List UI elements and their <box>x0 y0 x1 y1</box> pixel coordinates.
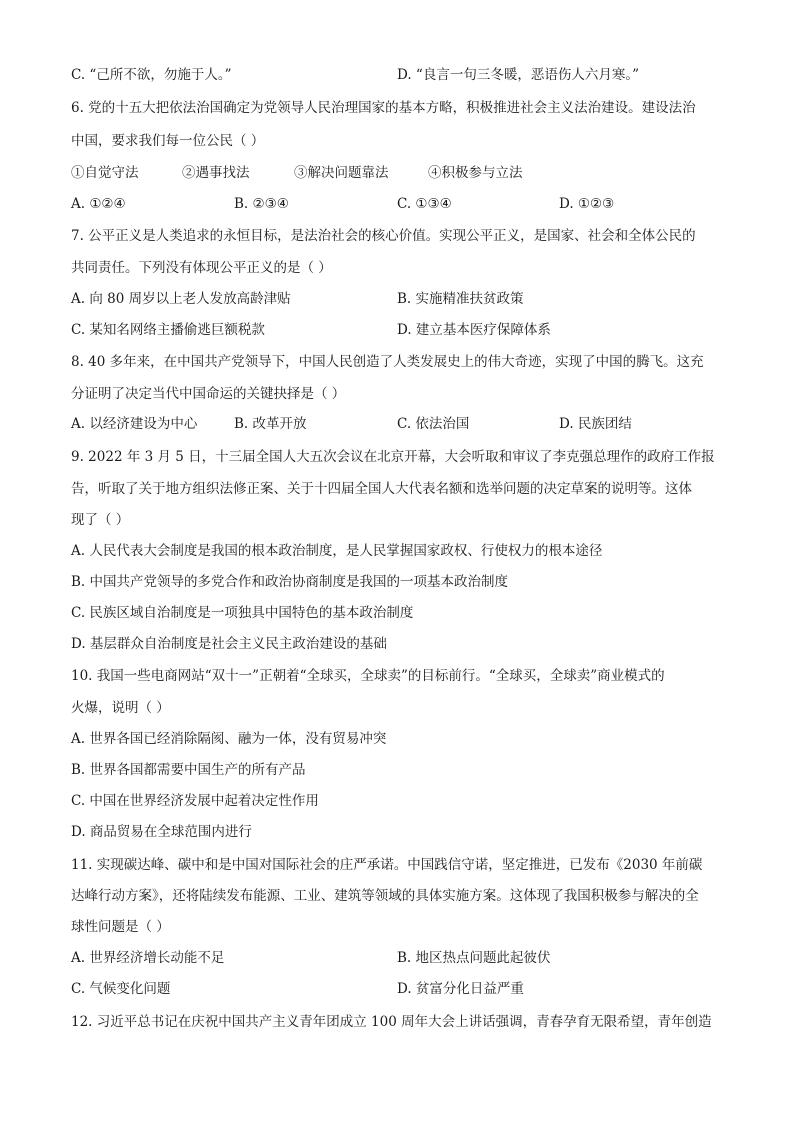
q6-item-3: ③解决问题靠法 <box>294 165 389 181</box>
q7-option-b: B. 实施精准扶贫政策 <box>397 291 524 307</box>
q6-item-1: ①自觉守法 <box>71 165 139 181</box>
q10-option-a: A. 世界各国已经消除隔阂、融为一体，没有贸易冲突 <box>71 731 387 747</box>
q8-option-a: A. 以经济建设为中心 <box>71 416 198 432</box>
q6-option-b: B. ②③④ <box>234 196 289 212</box>
q6-option-c: C. ①③④ <box>397 196 452 212</box>
q5-option-d: D. “良言一句三冬暖，恶语伤人六月寒。” <box>397 67 639 83</box>
q9-option-c: C. 民族区域自治制度是一项独具中国特色的基本政治制度 <box>71 605 414 621</box>
q7-stem-line1: 7. 公平正义是人类追求的永恒目标，是法治社会的核心价值。实现公平正义，是国家、社会和全体公民的 <box>71 228 696 244</box>
q8-option-b: B. 改革开放 <box>234 416 307 432</box>
q10-option-b: B. 世界各国都需要中国生产的所有产品 <box>71 762 306 778</box>
q8-stem-line1: 8. 40 多年来，在中国共产党领导下，中国人民创造了人类发展史上的伟大奇迹，实现了中国的腾飞。这充 <box>71 354 704 370</box>
q11-option-b: B. 地区热点问题此起彼伏 <box>397 950 551 966</box>
q11-option-a: A. 世界经济增长动能不足 <box>71 950 225 966</box>
q7-option-a: A. 向 80 周岁以上老人发放高龄津贴 <box>71 291 291 307</box>
q11-stem-line1: 11. 实现碳达峰、碳中和是中国对国际社会的庄严承诺。中国践信守诺，坚定推进，已发布《2030 年前碳 <box>71 857 703 873</box>
q8-option-c: C. 依法治国 <box>397 416 470 432</box>
q12-stem-line1: 12. 习近平总书记在庆祝中国共产主义青年团成立 100 周年大会上讲话强调，青春孕育无限希望，青年创造 <box>71 1014 712 1030</box>
q11-stem-line3: 球性问题是（ ） <box>71 919 170 935</box>
q11-option-c: C. 气候变化问题 <box>71 981 171 997</box>
q11-stem-line2: 达峰行动方案》，还将陆续发布能源、工业、建筑等领域的具体实施方案。这体现了我国积极参与解决的全 <box>71 888 699 904</box>
q6-item-2: ②遇事找法 <box>182 165 250 181</box>
q6-option-a: A. ①②④ <box>71 196 126 212</box>
q7-option-c: C. 某知名网络主播偷逃巨额税款 <box>71 322 265 338</box>
q6-stem-line1: 6. 党的十五大把依法治国确定为党领导人民治理国家的基本方略，积极推进社会主义法治建设。建设法治 <box>71 100 696 116</box>
q6-stem-line2: 中国，要求我们每一位公民（ ） <box>71 133 265 149</box>
q5-option-c: C. “己所不欲，勿施于人。” <box>71 67 232 83</box>
q9-stem-line1: 9. 2022 年 3 月 5 日，十三届全国人大五次会议在北京开幕，大会听取和审议了李克强总理作的政府工作报 <box>71 449 715 465</box>
q11-option-d: D. 贫富分化日益严重 <box>397 981 524 997</box>
q9-stem-line3: 现了（ ） <box>71 512 130 528</box>
q8-stem-line2: 分证明了决定当代中国命运的关键抉择是（ ） <box>71 386 346 402</box>
q10-stem-line2: 火爆，说明（ ） <box>71 700 170 716</box>
q9-stem-line2: 告，听取了关于地方组织法修正案、关于十四届全国人大代表名额和选举问题的决定草案的说明等。这体 <box>71 481 692 497</box>
q10-option-c: C. 中国在世界经济发展中起着决定性作用 <box>71 793 319 809</box>
q9-option-a: A. 人民代表大会制度是我国的根本政治制度，是人民掌握国家政权、行使权力的根本途径 <box>71 543 603 559</box>
q7-option-d: D. 建立基本医疗保障体系 <box>397 322 551 338</box>
q10-option-d: D. 商品贸易在全球范围内进行 <box>71 824 252 840</box>
q6-item-4: ④积极参与立法 <box>428 165 523 181</box>
q7-stem-line2: 共同责任。下列没有体现公平正义的是（ ） <box>71 260 332 276</box>
q10-stem-line1: 10. 我国一些电商网站“双十一”正朝着“全球买，全球卖”的目标前行。“全球买，全球卖”商业模式的 <box>71 668 665 684</box>
q6-option-d: D. ①②③ <box>559 196 615 212</box>
q9-option-b: B. 中国共产党领导的多党合作和政治协商制度是我国的一项基本政治制度 <box>71 574 509 590</box>
q8-option-d: D. 民族团结 <box>559 416 632 432</box>
q9-option-d: D. 基层群众自治制度是社会主义民主政治建设的基础 <box>71 636 387 652</box>
